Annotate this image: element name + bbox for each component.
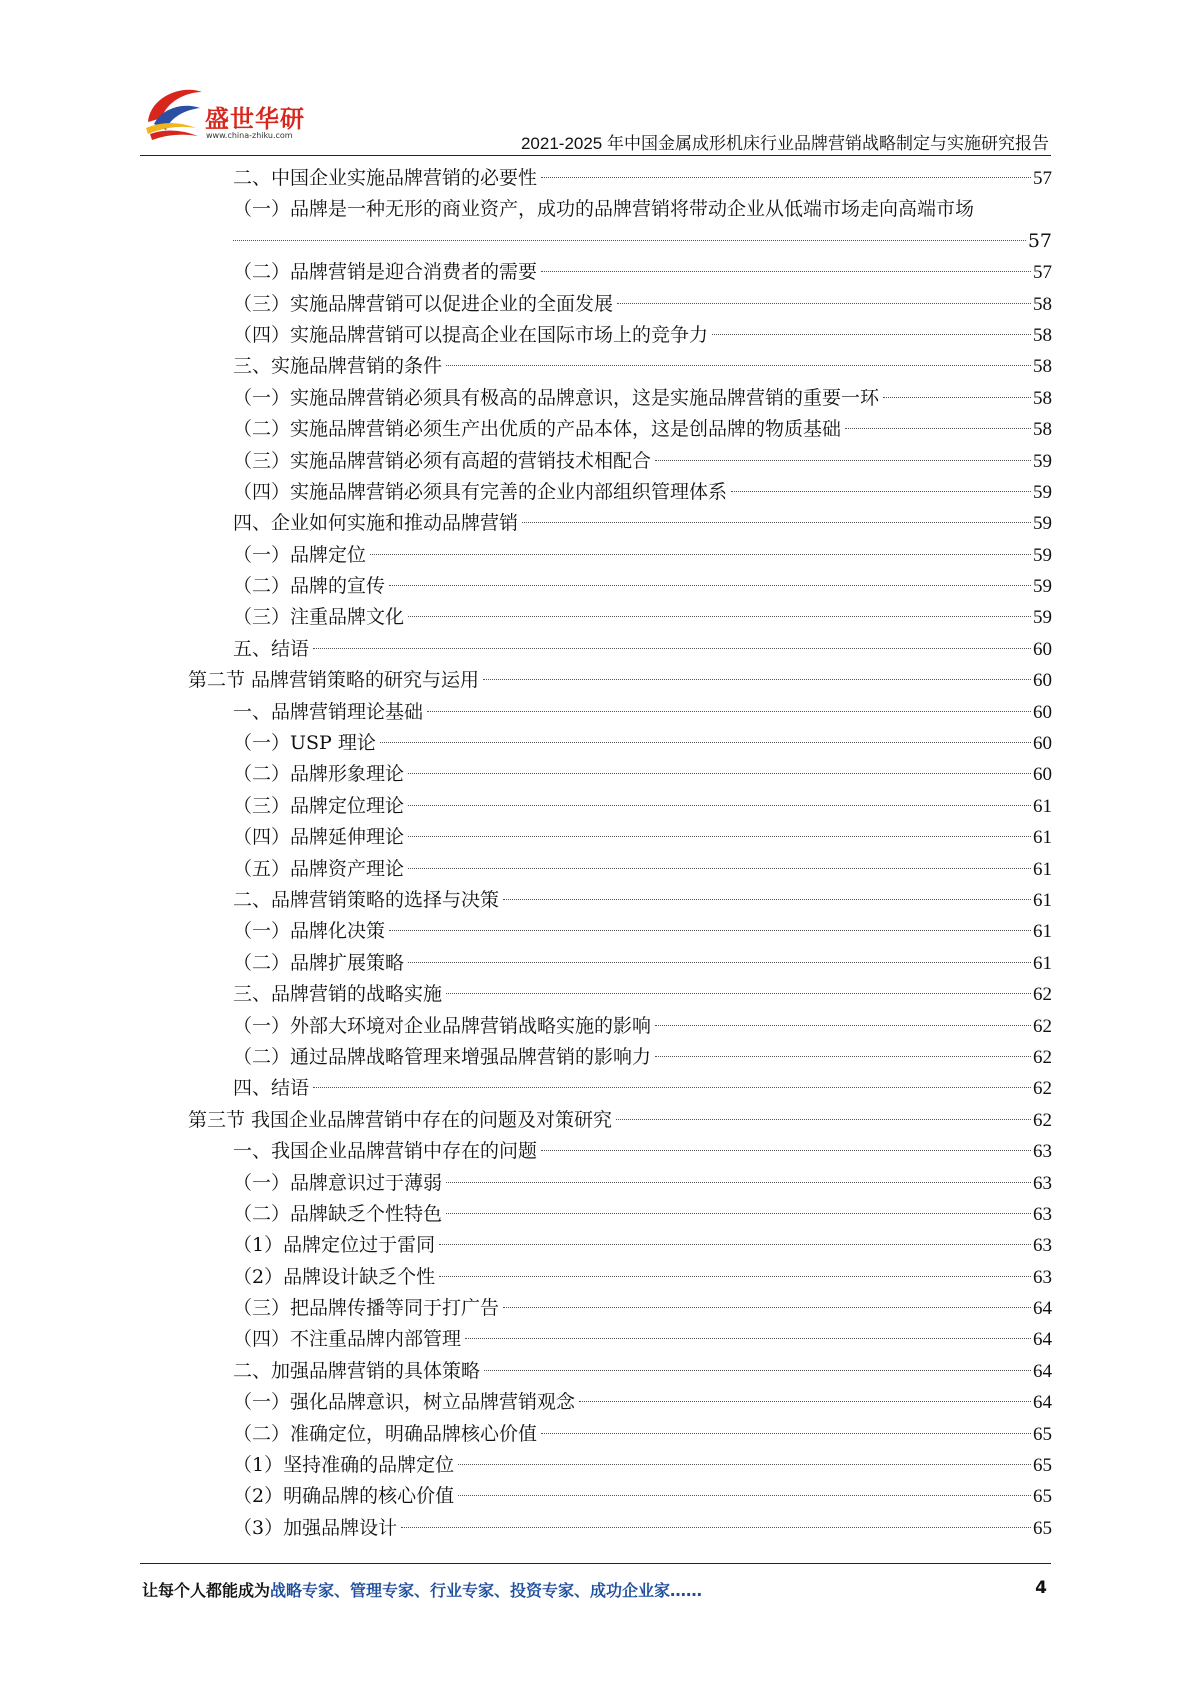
toc-leader-dots xyxy=(731,490,1031,492)
toc-entry-page: 64 xyxy=(1033,1360,1052,1382)
toc-entry-label: 三、品牌营销的战略实施 xyxy=(233,983,443,1006)
toc-entry-label: （2）明确品牌的核心价值 xyxy=(233,1485,455,1508)
toc-entry-page: 58 xyxy=(1033,293,1052,315)
toc-entry[interactable] xyxy=(233,163,1052,194)
toc-entry-label: （二）品牌缺乏个性特色 xyxy=(233,1202,443,1225)
toc-entry-label: （四）品牌延伸理论 xyxy=(233,826,405,849)
toc-entry[interactable] xyxy=(233,1011,1052,1042)
toc-entry-page: 64 xyxy=(1033,1298,1052,1320)
toc-entry[interactable] xyxy=(233,948,1052,979)
toc-entry[interactable] xyxy=(233,1136,1052,1167)
toc-leader-dots xyxy=(427,710,1031,712)
toc-leader-dots xyxy=(446,364,1031,366)
toc-entry[interactable] xyxy=(233,1387,1052,1418)
toc-entry[interactable] xyxy=(188,665,1052,696)
toc-entry-page: 58 xyxy=(1033,419,1052,441)
toc-entry-page: 59 xyxy=(1033,544,1052,566)
footer-divider xyxy=(140,1563,1051,1564)
toc-entry[interactable] xyxy=(233,1419,1052,1450)
toc-entry-page: 57 xyxy=(1027,229,1052,252)
toc-leader-dots xyxy=(655,1024,1031,1026)
toc-leader-dots xyxy=(408,615,1031,617)
toc-leader-dots xyxy=(883,396,1031,398)
toc-entry-label: （二）实施品牌营销必须生产出优质的产品本体，这是创品牌的物质基础 xyxy=(233,418,842,441)
toc-leader-dots xyxy=(458,1494,1031,1496)
toc-entry-page: 62 xyxy=(1033,1015,1052,1037)
report-title: 2021-2025 年中国金属成形机床行业品牌营销战略制定与实施研究报告 xyxy=(520,134,1049,153)
toc-leader-dots xyxy=(655,1055,1031,1057)
toc-entry[interactable] xyxy=(233,854,1052,885)
toc-entry-label: （三）实施品牌营销可以促进企业的全面发展 xyxy=(233,292,614,315)
toc-entry-label: （一）品牌意识过于薄弱 xyxy=(233,1171,443,1194)
toc-entry-label: （四）实施品牌营销必须具有完善的企业内部组织管理体系 xyxy=(233,480,728,503)
toc-entry-label: （三）品牌定位理论 xyxy=(233,794,405,817)
toc-leader-dots xyxy=(233,239,1026,241)
toc-entry-label: 二、品牌营销策略的选择与决策 xyxy=(233,888,500,911)
toc-leader-dots xyxy=(408,867,1031,869)
toc-leader-dots xyxy=(380,741,1031,743)
toc-entry-page: 65 xyxy=(1033,1455,1052,1477)
toc-entry[interactable] xyxy=(188,1105,1052,1136)
slogan-roles: 战略专家、管理专家、行业专家、投资专家、成功企业家…… xyxy=(270,1581,703,1600)
toc-entry[interactable] xyxy=(233,1168,1052,1199)
toc-entry-label: （二）通过品牌战略管理来增强品牌营销的影响力 xyxy=(233,1045,652,1068)
toc-entry-label: （1）坚持准确的品牌定位 xyxy=(233,1454,455,1477)
toc-leader-dots xyxy=(483,678,1031,680)
toc-entry-page: 57 xyxy=(1033,262,1052,284)
toc-entry[interactable] xyxy=(233,1356,1052,1387)
toc-entry-wrapped-continuation xyxy=(233,226,1052,257)
toc-entry-page: 61 xyxy=(1033,921,1052,943)
toc-entry[interactable] xyxy=(233,289,1052,320)
toc-entry[interactable] xyxy=(233,791,1052,822)
toc-entry-label: 二、中国企业实施品牌营销的必要性 xyxy=(233,167,538,189)
toc-entry-page: 63 xyxy=(1033,1172,1052,1194)
toc-leader-dots xyxy=(408,772,1031,774)
toc-entry-label: （2）品牌设计缺乏个性 xyxy=(233,1265,436,1288)
toc-entry[interactable] xyxy=(233,885,1052,916)
toc-entry[interactable] xyxy=(233,446,1052,477)
toc-leader-dots xyxy=(616,1118,1031,1120)
toc-entry-page: 58 xyxy=(1033,387,1052,409)
toc-entry-page: 62 xyxy=(1033,1078,1052,1100)
toc-entry[interactable] xyxy=(233,1513,1052,1544)
toc-leader-dots xyxy=(503,898,1031,900)
toc-leader-dots xyxy=(579,1400,1031,1402)
toc-entry[interactable] xyxy=(233,1293,1052,1324)
toc-entry-page: 62 xyxy=(1033,1109,1052,1131)
toc-entry-page: 62 xyxy=(1033,984,1052,1006)
toc-entry-label: 第三节 我国企业品牌营销中存在的问题及对策研究 xyxy=(188,1108,613,1131)
toc-entry-label: 第二节 品牌营销策略的研究与运用 xyxy=(188,669,480,692)
toc-entry-page: 65 xyxy=(1033,1423,1052,1445)
toc-entry-page: 59 xyxy=(1033,481,1052,503)
toc-entry-page: 61 xyxy=(1033,889,1052,911)
footer-slogan xyxy=(142,1578,702,1601)
toc-leader-dots xyxy=(313,647,1031,649)
toc-entry-label: 四、企业如何实施和推动品牌营销 xyxy=(233,512,519,535)
logo-url: www.china-zhiku.com xyxy=(206,131,293,140)
toc-entry[interactable] xyxy=(233,1262,1052,1293)
toc-entry[interactable] xyxy=(233,540,1052,571)
toc-entry[interactable] xyxy=(233,1324,1052,1355)
toc-entry-label: （四）不注重品牌内部管理 xyxy=(233,1328,462,1351)
toc-entry-page: 63 xyxy=(1033,1203,1052,1225)
toc-entry-label: （一）实施品牌营销必须具有极高的品牌意识，这是实施品牌营销的重要一环 xyxy=(233,386,880,409)
toc-entry[interactable] xyxy=(233,257,1052,288)
toc-entry-page: 65 xyxy=(1033,1486,1052,1508)
toc-entry-page: 60 xyxy=(1033,701,1052,723)
toc-leader-dots xyxy=(446,992,1031,994)
toc-entry-label: 五、结语 xyxy=(233,637,310,660)
toc-leader-dots xyxy=(408,804,1031,806)
toc-leader-dots xyxy=(439,1243,1031,1245)
toc-entry-label: 二、加强品牌营销的具体策略 xyxy=(233,1359,481,1382)
toc-entry[interactable] xyxy=(233,697,1052,728)
toc-entry-label: （二）品牌形象理论 xyxy=(233,763,405,786)
toc-leader-dots xyxy=(408,961,1031,963)
toc-entry-label: （二）准确定位，明确品牌核心价值 xyxy=(233,1422,538,1445)
toc-leader-dots xyxy=(541,1149,1031,1151)
toc-entry[interactable] xyxy=(233,1199,1052,1230)
page-header xyxy=(0,0,1191,160)
toc-entry-label: （一）强化品牌意识，树立品牌营销观念 xyxy=(233,1391,576,1414)
toc-entry-page: 61 xyxy=(1033,795,1052,817)
toc-entry-label: （一）USP 理论 xyxy=(233,732,376,755)
toc-entry[interactable] xyxy=(233,383,1052,414)
toc-entry-page: 65 xyxy=(1033,1517,1052,1539)
logo-text: 盛世华研 xyxy=(205,105,305,133)
toc-leader-dots xyxy=(446,1212,1031,1214)
toc-entry-page: 60 xyxy=(1033,764,1052,786)
toc-entry-label: （二）品牌扩展策略 xyxy=(233,951,405,974)
toc-entry-label: （1）品牌定位过于雷同 xyxy=(233,1234,436,1257)
slogan-prefix: 让每个人都能成为 xyxy=(142,1581,271,1600)
toc-entry[interactable] xyxy=(233,571,1052,602)
toc-entry[interactable] xyxy=(233,508,1052,539)
toc-entry-page: 64 xyxy=(1033,1392,1052,1414)
toc-entry-page: 61 xyxy=(1033,858,1052,880)
header-divider xyxy=(140,155,1051,156)
toc-entry[interactable] xyxy=(233,477,1052,508)
toc-entry-page: 63 xyxy=(1033,1235,1052,1257)
toc-entry-page: 59 xyxy=(1033,576,1052,598)
toc-leader-dots xyxy=(389,584,1031,586)
table-of-contents xyxy=(0,163,1191,1544)
toc-entry[interactable] xyxy=(233,1481,1052,1512)
toc-entry-page: 60 xyxy=(1033,670,1052,692)
toc-entry-label: （五）品牌资产理论 xyxy=(233,857,405,880)
toc-entry-page: 59 xyxy=(1033,450,1052,472)
toc-entry-label: （二）品牌的宣传 xyxy=(233,575,386,598)
toc-leader-dots xyxy=(446,1181,1031,1183)
toc-entry-page: 61 xyxy=(1033,827,1052,849)
toc-entry[interactable] xyxy=(233,1042,1052,1073)
toc-leader-dots xyxy=(541,176,1031,178)
toc-leader-dots xyxy=(845,427,1031,429)
toc-entry-page: 58 xyxy=(1033,356,1052,378)
toc-entry-label: （一）品牌化决策 xyxy=(233,920,386,943)
toc-leader-dots xyxy=(370,553,1031,555)
toc-entry-label: （四）实施品牌营销可以提高企业在国际市场上的竞争力 xyxy=(233,323,709,346)
toc-entry[interactable] xyxy=(233,634,1052,665)
toc-entry-page: 60 xyxy=(1033,638,1052,660)
toc-entry-page: 64 xyxy=(1033,1329,1052,1351)
toc-entry-page: 61 xyxy=(1033,952,1052,974)
toc-entry-label: 一、品牌营销理论基础 xyxy=(233,700,424,723)
toc-entry-page: 59 xyxy=(1033,607,1052,629)
toc-leader-dots xyxy=(439,1275,1031,1277)
toc-leader-dots xyxy=(484,1369,1031,1371)
toc-entry[interactable] xyxy=(233,1450,1052,1481)
toc-entry-label: （二）品牌营销是迎合消费者的需要 xyxy=(233,261,538,284)
toc-entry[interactable] xyxy=(233,320,1052,351)
toc-entry[interactable] xyxy=(233,414,1052,445)
toc-entry-label: （三）把品牌传播等同于打广告 xyxy=(233,1297,500,1320)
toc-entry-page: 60 xyxy=(1033,733,1052,755)
toc-leader-dots xyxy=(541,270,1031,272)
toc-entry[interactable] xyxy=(233,728,1052,759)
toc-entry-page: 63 xyxy=(1033,1266,1052,1288)
toc-entry-label: （一）外部大环境对企业品牌营销战略实施的影响 xyxy=(233,1014,652,1037)
toc-leader-dots xyxy=(389,929,1031,931)
toc-entry-label: 三、实施品牌营销的条件 xyxy=(233,355,443,378)
toc-leader-dots xyxy=(617,302,1031,304)
toc-entry-label: （3）加强品牌设计 xyxy=(233,1516,398,1539)
toc-leader-dots xyxy=(458,1463,1031,1465)
toc-entry[interactable] xyxy=(233,1230,1052,1261)
toc-leader-dots xyxy=(655,459,1031,461)
toc-entry-label: 四、结语 xyxy=(233,1077,310,1100)
toc-leader-dots xyxy=(401,1526,1031,1528)
page-number: 4 xyxy=(1035,1578,1047,1598)
toc-entry[interactable] xyxy=(233,979,1052,1010)
toc-leader-dots xyxy=(522,521,1031,523)
toc-entry-wrapped-label[interactable]: （一）品牌是一种无形的商业资产，成功的品牌营销将带动企业从低端市场走向高端市场 xyxy=(233,198,975,221)
toc-entry-label: 一、我国企业品牌营销中存在的问题 xyxy=(233,1140,538,1163)
toc-entry-label: （一）品牌定位 xyxy=(233,543,367,566)
toc-entry-page: 62 xyxy=(1033,1046,1052,1068)
toc-entry[interactable] xyxy=(233,1073,1052,1104)
toc-entry[interactable] xyxy=(233,916,1052,947)
toc-entry[interactable] xyxy=(233,822,1052,853)
toc-leader-dots xyxy=(541,1432,1031,1434)
toc-entry[interactable] xyxy=(233,602,1052,633)
toc-entry-page: 58 xyxy=(1033,324,1052,346)
toc-entry-label: （三）实施品牌营销必须有高超的营销技术相配合 xyxy=(233,449,652,472)
toc-leader-dots xyxy=(313,1086,1031,1088)
toc-entry-page: 57 xyxy=(1033,168,1052,189)
toc-leader-dots xyxy=(465,1337,1031,1339)
toc-leader-dots xyxy=(408,835,1031,837)
toc-entry[interactable] xyxy=(233,351,1052,382)
toc-entry-page: 63 xyxy=(1033,1141,1052,1163)
toc-entry-label: （三）注重品牌文化 xyxy=(233,606,405,629)
toc-entry[interactable] xyxy=(233,759,1052,790)
toc-leader-dots xyxy=(503,1306,1031,1308)
toc-entry-page: 59 xyxy=(1033,513,1052,535)
toc-leader-dots xyxy=(712,333,1031,335)
